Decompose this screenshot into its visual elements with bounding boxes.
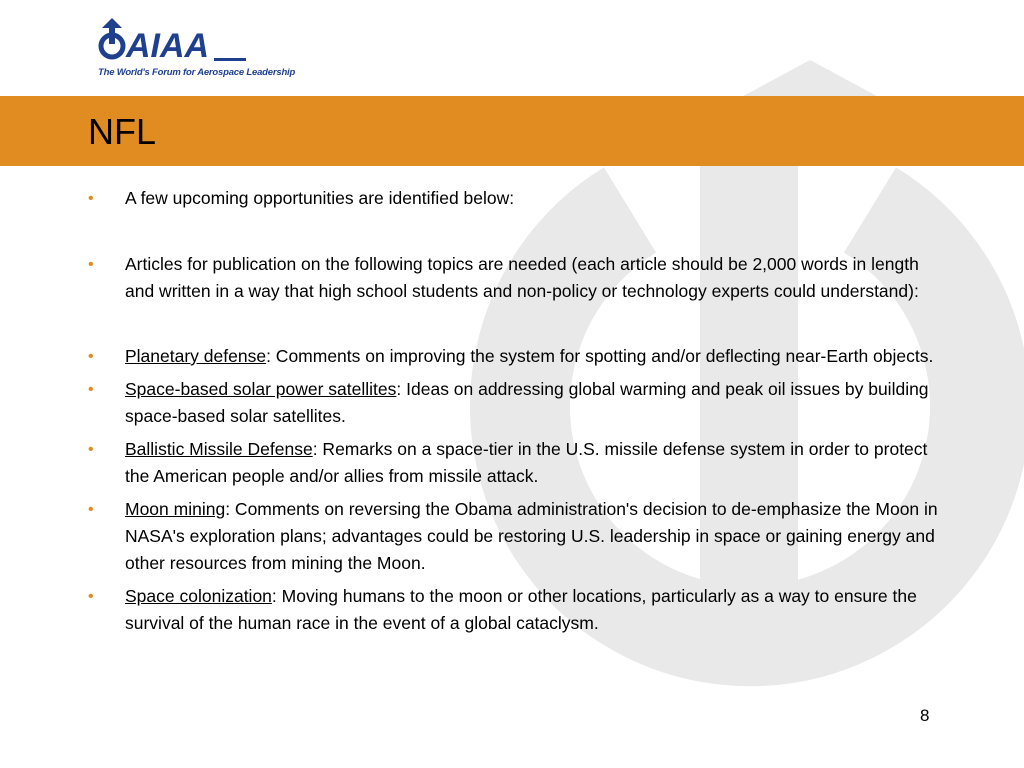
page-number: 8: [920, 706, 930, 725]
bullet-text: : Moving humans to the moon or other locations, particularly as a way to ensure the survival of the human race in the event of a global cataclysm.: [125, 586, 917, 633]
topic-space-solar-power: Space-based solar power satellites: [125, 379, 397, 399]
bullet-text: Articles for publication on the following topics are needed (each article should be 2,000 words in length and written in a way that high school students and non-policy or technology experts could understand):: [125, 254, 919, 301]
bullet-dot-icon: •: [88, 501, 94, 518]
topic-moon-mining: Moon mining: [125, 499, 226, 519]
bullet-dot-icon: •: [88, 588, 94, 605]
bullet-dot-icon: •: [88, 256, 94, 273]
bullet-text: : Remarks on a space-tier in the U.S. missile defense system in order to protect the American people and/or allies from missile attack.: [125, 439, 928, 486]
logo-wordmark: AIAA: [126, 27, 210, 65]
topic-planetary-defense: Planetary defense: [125, 346, 267, 366]
slide-title: NFL: [88, 111, 157, 152]
bullet-space-solar-power: [88, 376, 948, 430]
bullet-text: : Ideas on addressing global warming and peak oil issues by building space-based solar satellites.: [125, 379, 929, 426]
topic-ballistic-missile-defense: Ballistic Missile Defense: [125, 439, 313, 459]
topic-space-colonization: Space colonization: [125, 586, 272, 606]
bullet-moon-mining: [88, 496, 948, 577]
bullet-dot-icon: •: [88, 381, 94, 398]
bullet-text: : Comments on reversing the Obama administration's decision to de-emphasize the Moon in NASA's exploration plans; advantages could be restoring U.S. leadership in space or gaining energy and other resources from mining the Moon.: [125, 499, 938, 573]
bullet-dot-icon: •: [88, 190, 94, 207]
bullet-text: A few upcoming opportunities are identified below:: [125, 188, 515, 208]
bullet-list: [88, 185, 948, 637]
bullet-articles-needed: [88, 251, 948, 305]
bullet-text: : Comments on improving the system for spotting and/or deflecting near-Earth objects.: [266, 346, 934, 366]
bullet-planetary-defense: [88, 343, 948, 370]
logo-tagline: The World's Forum for Aerospace Leadership: [98, 67, 296, 78]
bullet-dot-icon: •: [88, 441, 94, 458]
bullet-dot-icon: •: [88, 348, 94, 365]
bullet-space-colonization: [88, 583, 948, 637]
bullet-ballistic-missile-defense: [88, 436, 948, 490]
bullet-intro: [88, 185, 948, 212]
